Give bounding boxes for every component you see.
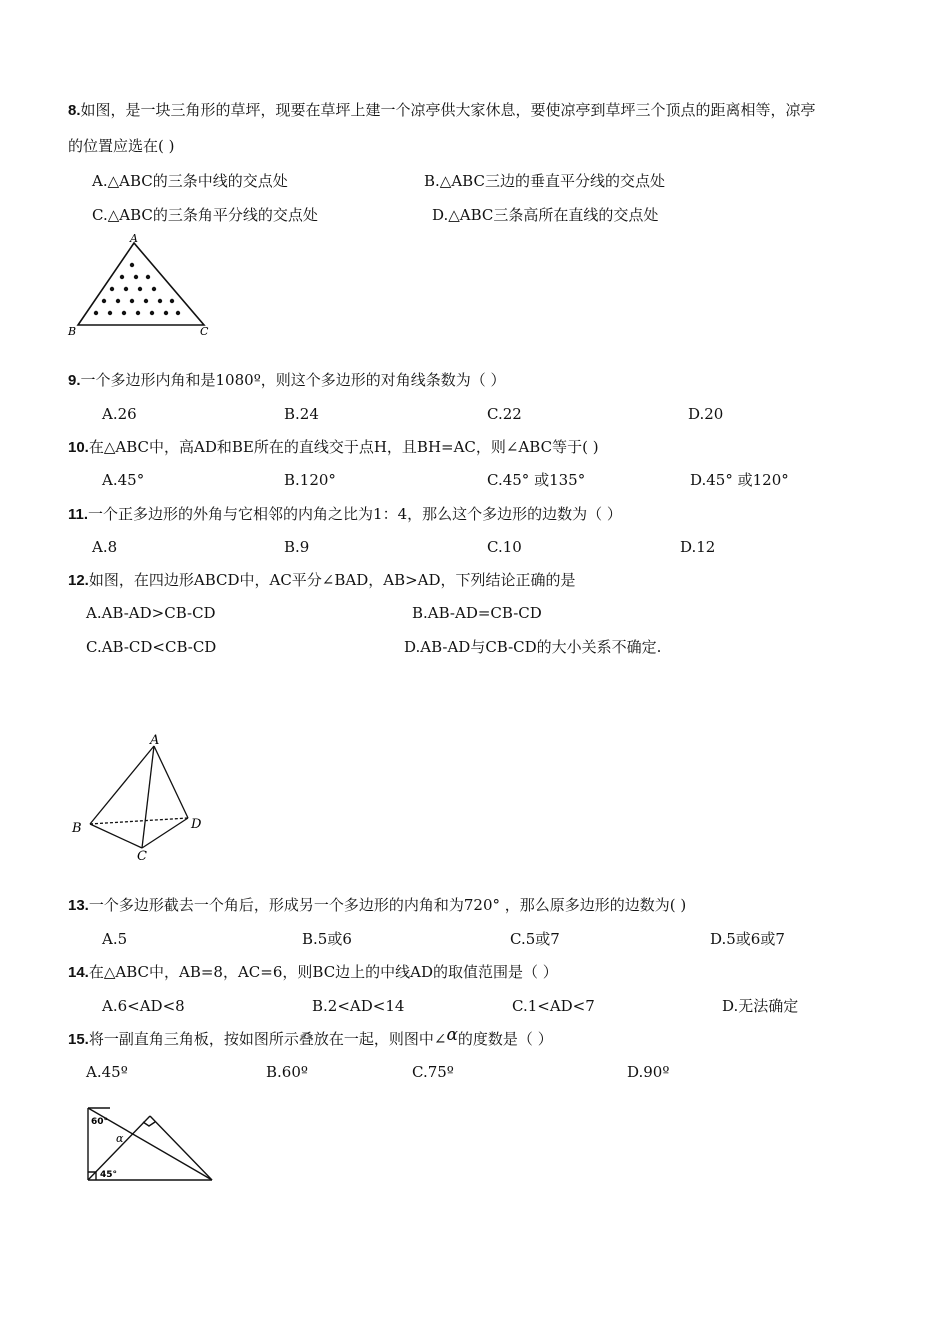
q14-option-a: A.6<AD<8	[102, 997, 185, 1015]
q12-label-b: B	[72, 821, 82, 836]
question-10	[68, 437, 599, 458]
q11-option-d: D.12	[680, 538, 716, 556]
q11-option-c: C.10	[487, 538, 522, 556]
question-9-number: 9.	[68, 372, 81, 389]
q13-option-b: B.5或6	[302, 930, 352, 948]
question-13	[68, 895, 686, 916]
q12-option-a: A.AB-AD>CB-CD	[86, 604, 216, 622]
question-11-text: 一个正多边形的外角与它相邻的内角之比为1：4，那么这个多边形的边数为（ ）	[88, 505, 622, 523]
question-10-text: 在△ABC中，高AD和BE所在的直线交于点H，且BH=AC，则∠ABC等于( )	[88, 438, 599, 456]
question-8-number: 8.	[68, 102, 81, 119]
q9-option-d: D.20	[688, 405, 724, 423]
q8-grass-marks	[94, 263, 180, 315]
question-8-line2: 的位置应选在( )	[68, 137, 175, 155]
q12-label-c: C	[137, 849, 147, 862]
q8-triangle-lawn-figure	[66, 233, 216, 338]
q15-option-a: A.45º	[86, 1063, 128, 1081]
q15-option-c: C.75º	[412, 1063, 454, 1081]
question-13-number: 13.	[68, 897, 89, 914]
question-9	[68, 370, 506, 391]
q12-option-c: C.AB-CD<CB-CD	[86, 638, 217, 656]
q12-label-d: D	[191, 817, 202, 832]
question-8-text: 如图，是一块三角形的草坪，现要在草坪上建一个凉亭供大家休息，要使凉亭到草坪三个顶点的距离相等，凉亭	[80, 101, 816, 119]
q15-label-45: 45°	[100, 1170, 118, 1180]
question-14-number: 14.	[68, 964, 89, 981]
q8-option-a: A.△ABC的三条中线的交点处	[92, 172, 288, 190]
q10-option-b: B.120°	[284, 471, 336, 489]
question-15-text-before: 将一副直角三角板，按如图所示叠放在一起，则图中∠	[88, 1030, 447, 1048]
q12-segment-ad	[154, 746, 188, 818]
q12-segment-ac	[142, 746, 154, 848]
q12-segment-cd	[142, 818, 188, 848]
question-13-text: 一个多边形截去一个角后，形成另一个多边形的内角和为720° ，那么原多边形的边数为( )	[88, 896, 687, 914]
question-8-line1	[68, 100, 816, 121]
question-11	[68, 504, 622, 525]
q12-quadrilateral-figure	[68, 732, 218, 862]
q9-option-b: B.24	[284, 405, 319, 423]
question-12	[68, 570, 576, 591]
q11-option-b: B.9	[284, 538, 310, 556]
q15-set-squares-figure	[84, 1104, 219, 1186]
q11-option-a: A.8	[92, 538, 118, 556]
q12-label-a: A	[150, 733, 160, 748]
question-9-text: 一个多边形内角和是1080º，则这个多边形的对角线条数为（ ）	[80, 371, 506, 389]
q15-45-triangle-right	[150, 1116, 212, 1180]
q12-option-b: B.AB-AD=CB-CD	[412, 604, 542, 622]
question-12-text: 如图，在四边形ABCD中，AC平分∠BAD，AB>AD，下列结论正确的是	[88, 571, 576, 589]
question-12-number: 12.	[68, 572, 89, 589]
question-10-number: 10.	[68, 439, 89, 456]
q12-segment-bc	[90, 824, 142, 848]
q10-option-c: C.45° 或135°	[487, 471, 586, 489]
q14-option-c: C.1<AD<7	[512, 997, 595, 1015]
q14-option-b: B.2<AD<14	[312, 997, 405, 1015]
question-11-number: 11.	[68, 506, 89, 523]
alpha-symbol: α	[446, 1025, 458, 1045]
q8-option-c: C.△ABC的三条角平分线的交点处	[92, 206, 318, 224]
q13-option-c: C.5或7	[510, 930, 560, 948]
question-15-number: 15.	[68, 1031, 89, 1048]
q10-option-a: A.45°	[102, 471, 145, 489]
question-15-text-after: 的度数是（ ）	[457, 1030, 553, 1048]
q13-option-a: A.5	[102, 930, 128, 948]
question-14	[68, 962, 558, 983]
q8-label-a: A	[130, 233, 138, 245]
q9-option-a: A.26	[102, 405, 137, 423]
q10-option-d: D.45° 或120°	[690, 471, 789, 489]
q15-option-b: B.60º	[266, 1063, 308, 1081]
q12-segment-bd	[90, 818, 188, 824]
q14-option-d: D.无法确定	[722, 997, 799, 1015]
question-14-text: 在△ABC中，AB=8，AC=6，则BC边上的中线AD的取值范围是（ ）	[88, 963, 558, 981]
q15-label-alpha: α	[116, 1132, 124, 1145]
q8-label-b: B	[68, 325, 77, 338]
question-15	[68, 1025, 553, 1050]
q9-option-c: C.22	[487, 405, 522, 423]
q12-segment-ab	[90, 746, 154, 824]
q15-option-d: D.90º	[627, 1063, 670, 1081]
q8-option-d: D.△ABC三条高所在直线的交点处	[432, 206, 659, 224]
q12-option-d: D.AB-AD与CB-CD的大小关系不确定.	[404, 638, 662, 656]
q8-label-c: C	[200, 325, 209, 338]
q13-option-d: D.5或6或7	[710, 930, 785, 948]
q15-apex-right-angle-mark	[143, 1122, 155, 1126]
q15-label-60: 60°	[91, 1117, 109, 1127]
q8-option-b: B.△ABC三边的垂直平分线的交点处	[424, 172, 665, 190]
